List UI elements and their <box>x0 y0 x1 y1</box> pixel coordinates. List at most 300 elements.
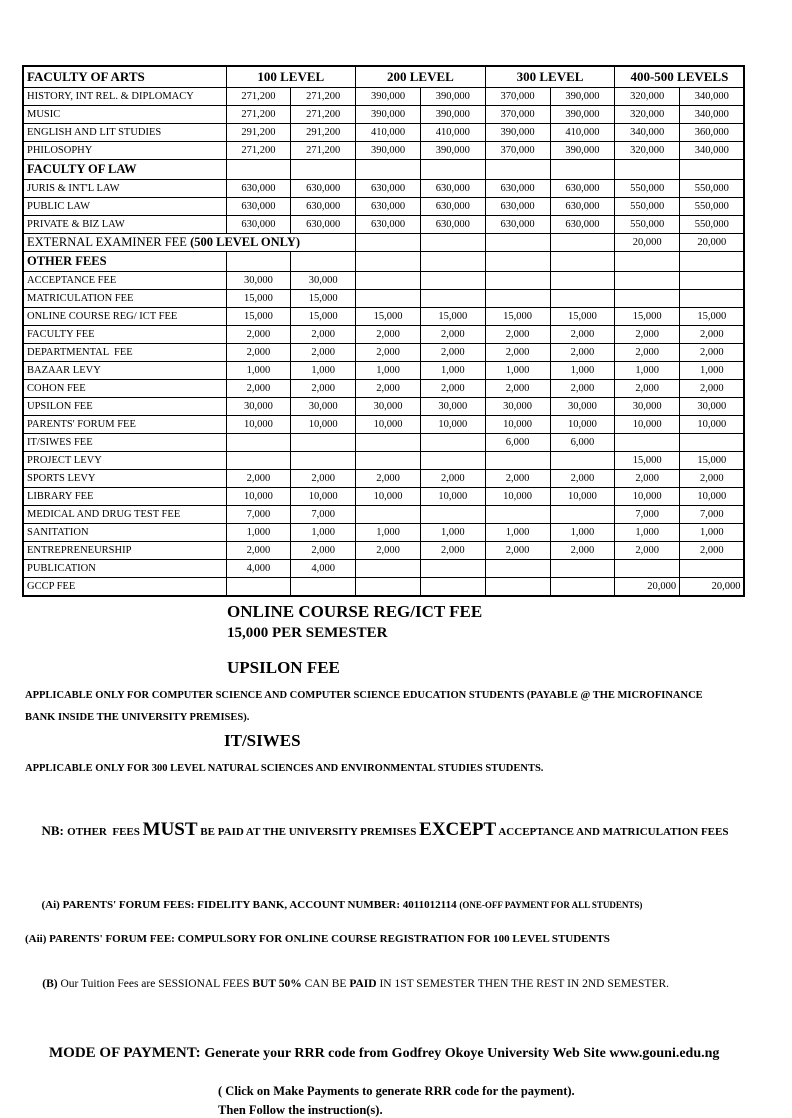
table-row <box>23 124 744 142</box>
fee-cell: 10,000 <box>356 416 421 434</box>
fee-cell: 410,000 <box>420 124 485 142</box>
fee-cell: 15,000 <box>485 308 550 326</box>
fee-cell-empty <box>550 506 615 524</box>
fee-cell: 360,000 <box>680 124 745 142</box>
table-row <box>23 506 744 524</box>
fee-cell: 2,000 <box>226 542 291 560</box>
fee-cell-empty <box>485 506 550 524</box>
fee-cell: 30,000 <box>291 398 356 416</box>
fee-row-label: COHON FEE <box>23 380 226 398</box>
fee-cell-empty <box>291 252 356 272</box>
fee-cell-empty <box>226 434 291 452</box>
fee-cell: 30,000 <box>226 398 291 416</box>
fee-cell: 2,000 <box>291 542 356 560</box>
fee-cell: 2,000 <box>226 470 291 488</box>
fee-cell: 2,000 <box>680 542 745 560</box>
fee-cell: 30,000 <box>550 398 615 416</box>
fee-cell: 2,000 <box>485 542 550 560</box>
fee-cell: 2,000 <box>420 326 485 344</box>
fee-cell: 1,000 <box>550 524 615 542</box>
fee-cell: 15,000 <box>680 308 745 326</box>
fee-cell: 2,000 <box>680 326 745 344</box>
fee-cell: 271,200 <box>291 88 356 106</box>
fee-cell: 2,000 <box>291 470 356 488</box>
mode-of-payment-label: MODE OF PAYMENT: <box>49 1045 205 1061</box>
fee-cell: 10,000 <box>291 416 356 434</box>
fee-cell: 15,000 <box>356 308 421 326</box>
fee-cell: 10,000 <box>485 488 550 506</box>
fee-cell-empty <box>420 252 485 272</box>
fee-cell-empty <box>550 252 615 272</box>
fee-cell-empty <box>420 290 485 308</box>
fee-cell: 2,000 <box>550 470 615 488</box>
fee-cell: 6,000 <box>550 434 615 452</box>
fee-cell: 320,000 <box>615 142 680 160</box>
fee-cell: 1,000 <box>485 524 550 542</box>
nb-text-3: ACCEPTANCE AND MATRICULATION FEES <box>496 826 729 838</box>
fee-cell: 630,000 <box>485 216 550 234</box>
fee-cell: 20,000 <box>680 234 745 252</box>
fee-cell: 630,000 <box>550 216 615 234</box>
fee-row-label: DEPARTMENTAL FEE <box>23 344 226 362</box>
fee-cell-empty <box>615 160 680 180</box>
fee-cell: 630,000 <box>485 198 550 216</box>
fee-row-label: PUBLICATION <box>23 560 226 578</box>
fee-cell-empty <box>615 434 680 452</box>
fee-cell: 1,000 <box>680 524 745 542</box>
fee-cell-empty <box>356 290 421 308</box>
fee-cell: 15,000 <box>550 308 615 326</box>
fee-row-label: PUBLIC LAW <box>23 198 226 216</box>
fee-cell: 340,000 <box>680 88 745 106</box>
fee-cell: 20,000 <box>615 578 680 597</box>
fee-cell: 2,000 <box>615 380 680 398</box>
fee-cell: 7,000 <box>615 506 680 524</box>
fee-cell-empty <box>550 452 615 470</box>
fee-cell: 271,200 <box>226 88 291 106</box>
fee-cell: 2,000 <box>615 326 680 344</box>
note-sessional-fees <box>25 966 767 1002</box>
fee-cell-empty <box>680 560 745 578</box>
fee-cell: 550,000 <box>680 180 745 198</box>
fee-cell: 340,000 <box>680 106 745 124</box>
fee-cell-empty <box>485 272 550 290</box>
fee-row-label: SPORTS LEVY <box>23 470 226 488</box>
fee-cell: 30,000 <box>615 398 680 416</box>
fee-cell-empty <box>485 234 550 252</box>
fee-row-label: PARENTS' FORUM FEE <box>23 416 226 434</box>
fee-cell: 7,000 <box>680 506 745 524</box>
table-row <box>23 216 744 234</box>
fee-cell: 630,000 <box>550 198 615 216</box>
mode-of-payment-instruction: Generate your RRR code from Godfrey Okoye University Web Site www.gouni.edu.ng <box>204 1046 720 1061</box>
b-prefix: (B) <box>42 978 58 990</box>
table-row <box>23 252 744 272</box>
fee-cell: 1,000 <box>356 524 421 542</box>
fee-cell: 2,000 <box>680 470 745 488</box>
b-text-1: Our Tuition Fees are SESSIONAL FEES <box>57 978 253 990</box>
fee-cell: 390,000 <box>420 106 485 124</box>
table-row <box>23 142 744 160</box>
fee-cell: 550,000 <box>680 216 745 234</box>
table-header-level-group-3: 400-500 LEVELS <box>615 66 745 88</box>
fee-cell: 15,000 <box>226 308 291 326</box>
table-row <box>23 180 744 198</box>
fee-cell: 2,000 <box>485 326 550 344</box>
fee-cell: 10,000 <box>615 416 680 434</box>
nb-emphasis-except: EXCEPT <box>419 819 497 840</box>
fee-cell: 10,000 <box>485 416 550 434</box>
note-it-siwes: APPLICABLE ONLY FOR 300 LEVEL NATURAL SCIENCES AND ENVIRONMENTAL STUDIES STUDENTS. <box>25 763 544 774</box>
fee-cell-empty <box>356 252 421 272</box>
fee-cell: 15,000 <box>420 308 485 326</box>
fee-cell: 30,000 <box>485 398 550 416</box>
fee-cell: 390,000 <box>420 88 485 106</box>
fee-cell: 630,000 <box>356 180 421 198</box>
fee-cell-empty <box>356 506 421 524</box>
fee-cell: 7,000 <box>291 506 356 524</box>
fee-cell: 271,200 <box>226 142 291 160</box>
fee-cell: 410,000 <box>550 124 615 142</box>
nb-text-2: BE PAID AT THE UNIVERSITY PREMISES <box>197 826 420 838</box>
parents-forum-account-text: (Ai) PARENTS' FORUM FEES: FIDELITY BANK, ACCOUNT NUMBER: 4011012114 <box>41 899 460 911</box>
fee-cell: 2,000 <box>226 344 291 362</box>
fee-cell-empty <box>485 560 550 578</box>
table-row <box>23 434 744 452</box>
fee-cell: 2,000 <box>356 542 421 560</box>
fee-cell-empty <box>550 560 615 578</box>
fee-row-label: ONLINE COURSE REG/ ICT FEE <box>23 308 226 326</box>
parents-forum-account-smallprint: (ONE-OFF PAYMENT FOR ALL STUDENTS) <box>459 900 643 910</box>
fee-cell: 15,000 <box>291 290 356 308</box>
fee-cell: 2,000 <box>420 542 485 560</box>
fee-cell-empty <box>226 252 291 272</box>
table-header-level-group-0: 100 LEVEL <box>226 66 356 88</box>
fee-row-label: UPSILON FEE <box>23 398 226 416</box>
fee-cell: 271,200 <box>291 106 356 124</box>
fee-cell-empty <box>485 252 550 272</box>
fee-cell: 2,000 <box>420 470 485 488</box>
table-row <box>23 344 744 362</box>
fee-cell-empty <box>420 452 485 470</box>
fee-cell: 2,000 <box>615 542 680 560</box>
heading-online-course-fee: ONLINE COURSE REG/ICT FEE <box>227 602 483 621</box>
fee-cell: 30,000 <box>291 272 356 290</box>
fee-cell: 2,000 <box>550 542 615 560</box>
fee-cell: 2,000 <box>485 470 550 488</box>
fee-cell: 2,000 <box>680 380 745 398</box>
fee-cell: 7,000 <box>226 506 291 524</box>
fee-cell: 340,000 <box>615 124 680 142</box>
fee-row-label: BAZAAR LEVY <box>23 362 226 380</box>
fee-cell: 6,000 <box>485 434 550 452</box>
heading-it-siwes: IT/SIWES <box>224 731 301 750</box>
fee-cell-empty <box>420 234 485 252</box>
fee-cell: 630,000 <box>420 180 485 198</box>
fee-cell: 630,000 <box>226 198 291 216</box>
table-header-level-group-2: 300 LEVEL <box>485 66 615 88</box>
fees-table <box>22 65 745 597</box>
fee-cell: 390,000 <box>420 142 485 160</box>
fee-cell: 10,000 <box>226 488 291 506</box>
fee-cell: 2,000 <box>485 344 550 362</box>
fee-cell-empty <box>420 160 485 180</box>
fee-cell: 2,000 <box>356 326 421 344</box>
fee-cell: 291,200 <box>226 124 291 142</box>
fee-cell: 2,000 <box>680 344 745 362</box>
fee-cell: 15,000 <box>291 308 356 326</box>
fee-cell: 2,000 <box>420 380 485 398</box>
fee-cell: 390,000 <box>356 88 421 106</box>
fee-cell-empty <box>291 578 356 597</box>
fee-cell: 630,000 <box>356 216 421 234</box>
fee-cell-empty <box>356 560 421 578</box>
fee-cell: 4,000 <box>291 560 356 578</box>
fee-cell: 1,000 <box>291 524 356 542</box>
fee-cell-empty <box>226 578 291 597</box>
fee-cell: 1,000 <box>615 524 680 542</box>
fee-cell-empty <box>291 434 356 452</box>
fee-cell: 2,000 <box>550 344 615 362</box>
fee-cell: 15,000 <box>615 308 680 326</box>
b-text-3: IN 1ST SEMESTER THEN THE REST IN 2ND SEMESTER. <box>376 978 669 990</box>
fee-cell-empty <box>485 160 550 180</box>
fee-cell: 1,000 <box>291 362 356 380</box>
table-row <box>23 560 744 578</box>
table-row <box>23 308 744 326</box>
fee-cell: 10,000 <box>615 488 680 506</box>
fee-cell-empty <box>485 452 550 470</box>
fee-row-label <box>23 234 356 252</box>
fee-cell-empty <box>680 160 745 180</box>
fee-cell: 30,000 <box>356 398 421 416</box>
nb-emphasis-must: MUST <box>142 819 198 840</box>
fee-cell: 2,000 <box>615 344 680 362</box>
fee-row-label: OTHER FEES <box>23 252 226 272</box>
fee-cell: 630,000 <box>291 180 356 198</box>
fee-row-label: LIBRARY FEE <box>23 488 226 506</box>
fee-cell: 2,000 <box>485 380 550 398</box>
note-parents-forum-account <box>25 887 767 923</box>
fee-cell: 10,000 <box>356 488 421 506</box>
fee-cell-empty <box>680 252 745 272</box>
notes-section <box>0 601 792 1118</box>
fee-cell: 20,000 <box>680 578 745 597</box>
fee-cell: 630,000 <box>291 198 356 216</box>
table-row <box>23 290 744 308</box>
table-row <box>23 416 744 434</box>
table-row <box>23 362 744 380</box>
table-row <box>23 452 744 470</box>
fee-cell: 410,000 <box>356 124 421 142</box>
b-emphasis-paid: PAID <box>349 978 377 990</box>
fee-cell-empty <box>420 560 485 578</box>
fee-cell-empty <box>680 434 745 452</box>
fee-row-label: ENGLISH AND LIT STUDIES <box>23 124 226 142</box>
fee-cell: 2,000 <box>291 380 356 398</box>
fee-cell-empty <box>291 160 356 180</box>
fee-cell: 2,000 <box>226 380 291 398</box>
fee-row-label: SANITATION <box>23 524 226 542</box>
fee-row-label-text: EXTERNAL EXAMINER FEE <box>27 235 191 249</box>
fee-cell-empty <box>485 290 550 308</box>
fee-cell: 1,000 <box>226 362 291 380</box>
fee-cell-empty <box>550 160 615 180</box>
note-nb <box>25 797 767 865</box>
fee-cell: 550,000 <box>615 180 680 198</box>
fee-row-label: IT/SIWES FEE <box>23 434 226 452</box>
fee-row-label: GCCP FEE <box>23 578 226 597</box>
fee-cell-empty <box>420 578 485 597</box>
fee-cell: 550,000 <box>615 216 680 234</box>
fee-cell-empty <box>615 290 680 308</box>
fee-row-label: ACCEPTANCE FEE <box>23 272 226 290</box>
fee-cell: 390,000 <box>550 106 615 124</box>
table-row <box>23 488 744 506</box>
fees-table-header <box>23 66 744 88</box>
fee-cell-empty <box>356 272 421 290</box>
fee-cell: 1,000 <box>615 362 680 380</box>
fee-cell: 10,000 <box>291 488 356 506</box>
payment-instruction-follow: Then Follow the instruction(s). <box>218 1103 383 1117</box>
fee-cell: 370,000 <box>485 142 550 160</box>
fee-cell: 1,000 <box>485 362 550 380</box>
table-row <box>23 272 744 290</box>
fee-cell: 271,200 <box>226 106 291 124</box>
fee-cell: 10,000 <box>680 416 745 434</box>
fee-cell-empty <box>226 160 291 180</box>
fee-cell: 320,000 <box>615 106 680 124</box>
fee-cell: 10,000 <box>550 416 615 434</box>
mode-of-payment-line <box>25 1026 767 1080</box>
heading-online-course-fee-amount: 15,000 PER SEMESTER <box>227 625 388 641</box>
fee-cell: 10,000 <box>550 488 615 506</box>
nb-prefix: NB: <box>41 823 68 838</box>
fee-cell: 20,000 <box>615 234 680 252</box>
table-row <box>23 234 744 252</box>
table-row <box>23 398 744 416</box>
table-row <box>23 380 744 398</box>
fee-cell-empty <box>356 452 421 470</box>
fee-cell: 15,000 <box>615 452 680 470</box>
table-row <box>23 106 744 124</box>
fee-row-label: MATRICULATION FEE <box>23 290 226 308</box>
fee-cell-empty <box>485 578 550 597</box>
table-row <box>23 524 744 542</box>
fee-row-label-bold-text: (500 LEVEL ONLY) <box>190 235 301 249</box>
b-text-2: CAN BE <box>301 978 350 990</box>
fee-cell: 30,000 <box>226 272 291 290</box>
fee-cell: 370,000 <box>485 88 550 106</box>
fee-cell-empty <box>550 234 615 252</box>
fee-cell-empty <box>420 272 485 290</box>
nb-text-1: OTHER FEES <box>67 826 143 838</box>
fee-row-label: JURIS & INT'L LAW <box>23 180 226 198</box>
fee-cell: 630,000 <box>226 216 291 234</box>
fee-cell-empty <box>615 560 680 578</box>
fee-cell: 2,000 <box>615 470 680 488</box>
fee-cell: 2,000 <box>550 380 615 398</box>
fee-cell: 630,000 <box>420 198 485 216</box>
fee-cell-empty <box>420 506 485 524</box>
fee-row-label: ENTREPRENEURSHIP <box>23 542 226 560</box>
fee-cell: 10,000 <box>680 488 745 506</box>
fee-cell: 370,000 <box>485 106 550 124</box>
note-upsilon-fee: APPLICABLE ONLY FOR COMPUTER SCIENCE AND COMPUTER SCIENCE EDUCATION STUDENTS (PAYABLE @ THE MICROFINANCE BANK INSIDE THE UNIVERSITY PREMISES). <box>25 690 706 723</box>
fee-cell: 630,000 <box>226 180 291 198</box>
fee-cell: 4,000 <box>226 560 291 578</box>
fee-cell: 1,000 <box>420 524 485 542</box>
fee-cell: 2,000 <box>291 344 356 362</box>
fee-row-label: MEDICAL AND DRUG TEST FEE <box>23 506 226 524</box>
fee-cell: 1,000 <box>420 362 485 380</box>
table-row <box>23 88 744 106</box>
table-row <box>23 470 744 488</box>
fee-cell: 1,000 <box>226 524 291 542</box>
fee-row-label: HISTORY, INT REL. & DIPLOMACY <box>23 88 226 106</box>
fee-cell: 1,000 <box>680 362 745 380</box>
fee-cell: 2,000 <box>420 344 485 362</box>
fee-cell: 271,200 <box>291 142 356 160</box>
fee-cell-empty <box>550 290 615 308</box>
fee-cell-empty <box>615 252 680 272</box>
fee-cell-empty <box>680 290 745 308</box>
fee-cell-empty <box>356 160 421 180</box>
fee-row-label: PHILOSOPHY <box>23 142 226 160</box>
table-header-level-group-1: 200 LEVEL <box>356 66 486 88</box>
fee-cell-empty <box>550 272 615 290</box>
fee-cell: 2,000 <box>291 326 356 344</box>
fee-cell: 291,200 <box>291 124 356 142</box>
fee-cell-empty <box>356 578 421 597</box>
fee-cell: 1,000 <box>356 362 421 380</box>
fee-cell: 390,000 <box>485 124 550 142</box>
fee-cell: 390,000 <box>550 142 615 160</box>
fee-cell: 2,000 <box>356 380 421 398</box>
fee-cell: 10,000 <box>226 416 291 434</box>
fee-cell: 550,000 <box>680 198 745 216</box>
fee-cell: 2,000 <box>226 326 291 344</box>
fee-cell: 630,000 <box>485 180 550 198</box>
fee-cell: 630,000 <box>550 180 615 198</box>
heading-upsilon-fee: UPSILON FEE <box>227 658 340 677</box>
fee-cell: 340,000 <box>680 142 745 160</box>
fee-cell: 2,000 <box>356 470 421 488</box>
fee-cell: 320,000 <box>615 88 680 106</box>
fee-cell: 390,000 <box>356 142 421 160</box>
b-emphasis-but-50: BUT 50% <box>252 978 302 990</box>
fee-cell-empty <box>615 272 680 290</box>
fee-cell-empty <box>680 272 745 290</box>
fee-cell: 2,000 <box>550 326 615 344</box>
fee-cell: 30,000 <box>680 398 745 416</box>
fee-cell: 15,000 <box>226 290 291 308</box>
fee-cell: 2,000 <box>356 344 421 362</box>
table-row <box>23 542 744 560</box>
fee-cell: 10,000 <box>420 416 485 434</box>
fee-cell: 390,000 <box>550 88 615 106</box>
fee-cell-empty <box>550 578 615 597</box>
fee-cell-empty <box>420 434 485 452</box>
fee-cell: 1,000 <box>550 362 615 380</box>
fee-cell-empty <box>356 434 421 452</box>
fees-table-body <box>23 88 744 597</box>
fee-row-label: PRIVATE & BIZ LAW <box>23 216 226 234</box>
fee-row-label: MUSIC <box>23 106 226 124</box>
fee-row-label: FACULTY OF LAW <box>23 160 226 180</box>
fee-cell: 15,000 <box>680 452 745 470</box>
payment-instruction-click: ( Click on Make Payments to generate RRR code for the payment). <box>218 1084 575 1098</box>
